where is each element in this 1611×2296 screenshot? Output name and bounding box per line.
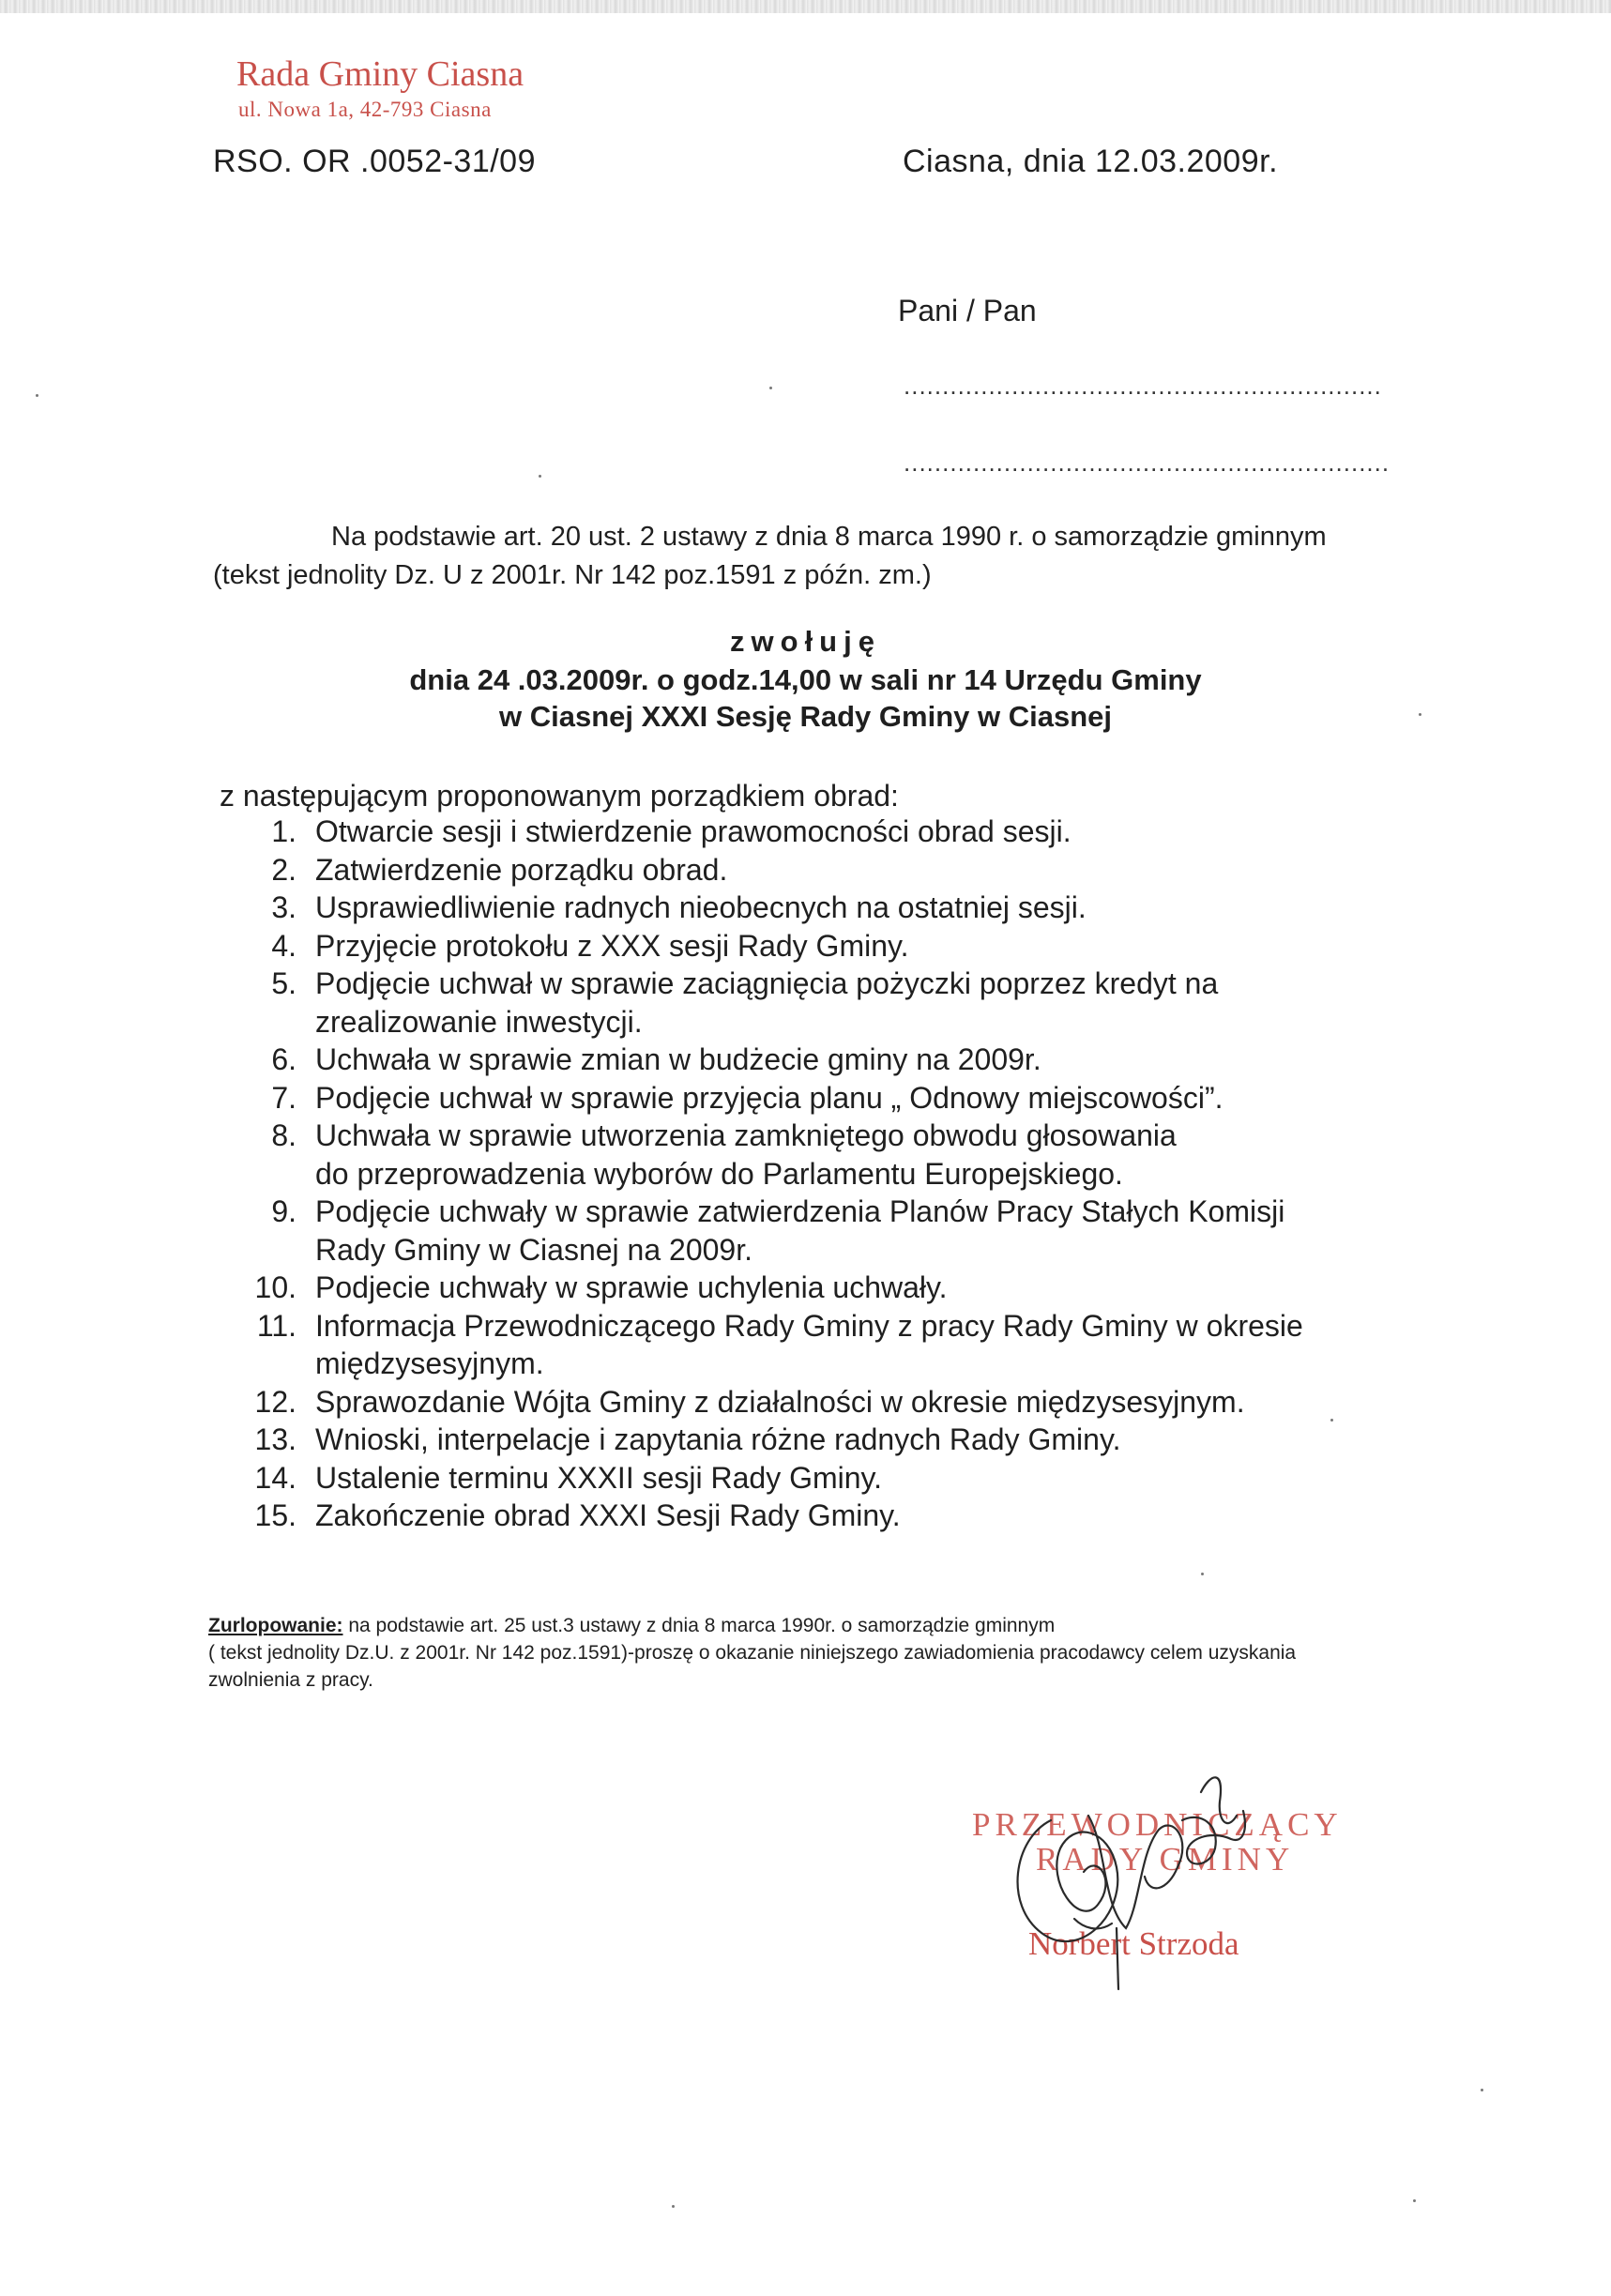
footnote-label: Zurlopowanie: [208, 1615, 343, 1636]
agenda-item [235, 889, 1407, 927]
agenda-item-number: 12. [254, 1384, 296, 1419]
agenda-item-number: 5. [271, 966, 296, 1000]
scan-edge [0, 0, 1611, 13]
agenda-item [235, 1117, 1407, 1193]
agenda-item-number: 7. [271, 1080, 296, 1115]
institution-name: Rada Gminy Ciasna [236, 54, 524, 94]
agenda-item [235, 851, 1407, 890]
convocation-heading: zwołuję [730, 625, 881, 658]
agenda-intro: z następującym proponowanym porządkiem obrad: [220, 779, 899, 813]
footnote-line-2: ( tekst jednolity Dz.U. z 2001r. Nr 142 poz.1591)-proszę o okazanie niniejszego zawiadomienia pracodawcy celem uzyskania [208, 1642, 1297, 1664]
place-and-date: Ciasna, dnia 12.03.2009r. [903, 144, 1279, 179]
agenda-item [235, 1421, 1407, 1459]
agenda-list [235, 813, 1407, 1535]
agenda-item-text: Sprawozdanie Wójta Gminy z działalności w okresie międzysesyjnym. [315, 1384, 1245, 1419]
agenda-item-number: 1. [271, 814, 296, 848]
addressee: Pani / Pan [898, 294, 1037, 327]
agenda-item-text: do przeprowadzenia wyborów do Parlamentu Europejskiego. [315, 1156, 1123, 1191]
agenda-item [235, 813, 1407, 851]
agenda-item [235, 1307, 1407, 1383]
agenda-item-number: 11. [256, 1308, 296, 1343]
footnote-line-1: Zurlopowanie: na podstawie art. 25 ust.3 ustawy z dnia 8 marca 1990r. o samorządzie gminnym [208, 1615, 1056, 1636]
agenda-item-number: 8. [271, 1118, 296, 1152]
agenda-item-text: Ustalenie terminu XXXII sesji Rady Gminy. [315, 1460, 883, 1495]
stamp-name: Norbert Strzoda [1028, 1925, 1239, 1962]
agenda-item-number: 4. [271, 928, 296, 963]
agenda-item-text: międzysesyjnym. [315, 1346, 544, 1380]
legal-basis-line-1: Na podstawie art. 20 ust. 2 ustawy z dnia 8 marca 1990 r. o samorządzie gminnym [331, 522, 1327, 552]
agenda-item-text: Przyjęcie protokołu z XXX sesji Rady Gminy. [315, 928, 909, 963]
agenda-item-number: 14. [254, 1460, 296, 1495]
agenda-item [235, 1383, 1407, 1422]
institution-address: ul. Nowa 1a, 42-793 Ciasna [238, 98, 492, 121]
footnote [208, 1612, 1456, 1694]
agenda-item-text: Uchwała w sprawie zmian w budżecie gminy na 2009r. [315, 1042, 1041, 1076]
reference-number: RSO. OR .0052-31/09 [213, 144, 537, 179]
legal-basis-line-2: (tekst jednolity Dz. U z 2001r. Nr 142 poz.1591 z późn. zm.) [213, 560, 932, 590]
agenda-item-text: Podjęcie uchwał w sprawie przyjęcia planu „ Odnowy miejscowości”. [315, 1080, 1223, 1115]
letterhead-stamp [236, 53, 524, 124]
session-title: w Ciasnej XXXI Sesję Rady Gminy w Ciasnej [499, 700, 1112, 733]
agenda-item [235, 1269, 1407, 1307]
agenda-item-number: 9. [271, 1194, 296, 1228]
addressee-line-2: ............................................................... [904, 449, 1391, 477]
agenda-item-text: Informacja Przewodniczącego Rady Gminy z pracy Rady Gminy w okresie [315, 1308, 1303, 1343]
agenda-item-number: 2. [271, 852, 296, 887]
agenda-item [235, 1193, 1407, 1269]
agenda-item-text: Otwarcie sesji i stwierdzenie prawomocności obrad sesji. [315, 814, 1071, 848]
agenda-item [235, 1497, 1407, 1535]
stamp-subtitle: RADY GMINY [1036, 1841, 1295, 1878]
agenda-item-number: 3. [271, 890, 296, 924]
agenda-item-number: 10. [254, 1270, 296, 1304]
footnote-line-3: zwolnienia z pracy. [208, 1669, 373, 1691]
stamp-title: PRZEWODNICZĄCY [972, 1806, 1343, 1843]
agenda-item-number: 13. [254, 1422, 296, 1456]
addressee-line-1: .............................................................. [904, 372, 1382, 400]
agenda-item-text: Podjecie uchwały w sprawie uchylenia uchwały. [315, 1270, 948, 1304]
agenda-item [235, 1459, 1407, 1498]
legal-basis [213, 518, 1489, 595]
agenda-item [235, 927, 1407, 966]
agenda-item-text: Rady Gminy w Ciasnej na 2009r. [315, 1232, 752, 1267]
agenda-item-number: 6. [271, 1042, 296, 1076]
agenda-item-text: zrealizowanie inwestycji. [315, 1004, 643, 1039]
agenda-item-number: 15. [254, 1498, 296, 1532]
agenda-item-text: Usprawiedliwienie radnych nieobecnych na ostatniej sesji. [315, 890, 1087, 924]
handwritten-signature [985, 1764, 1285, 1999]
agenda-item [235, 1041, 1407, 1079]
agenda-item-text: Uchwała w sprawie utworzenia zamkniętego obwodu głosowania [315, 1118, 1177, 1152]
agenda-item-text: Zatwierdzenie porządku obrad. [315, 852, 728, 887]
agenda-item-text: Podjęcie uchwały w sprawie zatwierdzenia Planów Pracy Stałych Komisji [315, 1194, 1285, 1228]
session-date-place: dnia 24 .03.2009r. o godz.14,00 w sali nr 14 Urzędu Gminy [409, 663, 1202, 696]
agenda-item-text: Zakończenie obrad XXXI Sesji Rady Gminy. [315, 1498, 901, 1532]
agenda-item [235, 1079, 1407, 1118]
agenda-item-text: Wnioski, interpelacje i zapytania różne radnych Rady Gminy. [315, 1422, 1121, 1456]
agenda-item [235, 965, 1407, 1041]
agenda-item-text: Podjęcie uchwał w sprawie zaciągnięcia pożyczki poprzez kredyt na [315, 966, 1219, 1000]
